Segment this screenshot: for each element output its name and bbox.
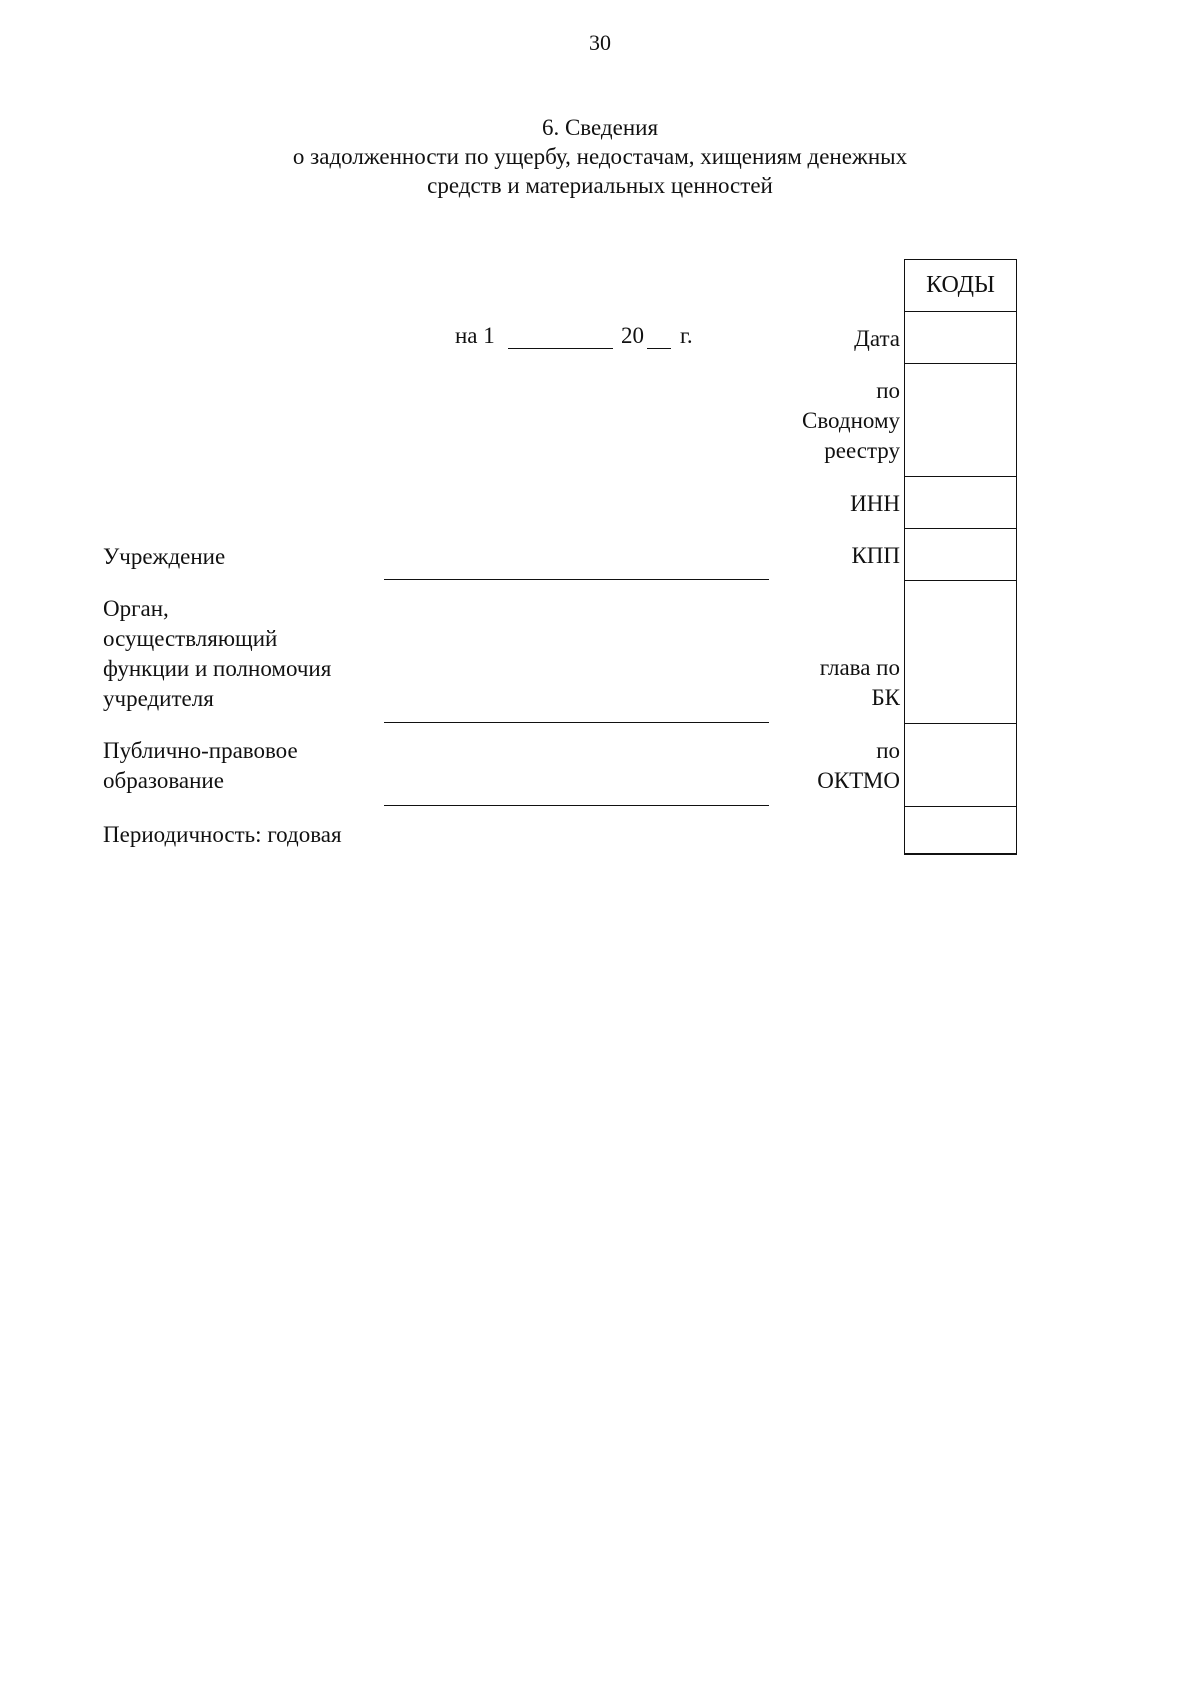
codes-divider xyxy=(904,363,1017,364)
code-consolidated-registry-cell[interactable] xyxy=(906,365,1015,475)
code-date-cell[interactable] xyxy=(906,313,1015,362)
founder-label-line-3: функции и полномочия xyxy=(103,656,332,681)
code-inn-cell[interactable] xyxy=(906,478,1015,527)
code-label-registry-2: Сводному xyxy=(801,408,900,433)
founder-label-line-4: учредителя xyxy=(103,686,214,711)
form-subtitle-line-1: о задолженности по ущербу, недостачам, хищениям денежных xyxy=(292,144,908,169)
code-label-oktmo-2: ОКТМО xyxy=(817,768,900,793)
public-entity-label-line-2: образование xyxy=(103,768,224,793)
form-subtitle-line-2: средств и материальных ценностей xyxy=(427,173,773,198)
code-label-oktmo-1: по xyxy=(876,738,900,763)
form-title: 6. Сведения xyxy=(541,115,659,140)
codes-divider xyxy=(904,528,1017,529)
codes-divider xyxy=(904,806,1017,807)
code-oktmo-cell[interactable] xyxy=(906,725,1015,805)
code-label-date: Дата xyxy=(854,326,900,351)
codes-divider xyxy=(904,476,1017,477)
codes-divider xyxy=(904,723,1017,724)
founder-label-line-2: осуществляющий xyxy=(103,626,278,651)
codes-divider xyxy=(904,311,1017,312)
date-prefix: на 1 xyxy=(455,323,495,348)
date-year-field[interactable] xyxy=(647,348,671,349)
codes-divider xyxy=(904,580,1017,581)
code-label-kpp: КПП xyxy=(851,543,900,568)
founder-field[interactable] xyxy=(384,722,769,723)
date-suffix: г. xyxy=(680,323,693,348)
code-kpp-cell[interactable] xyxy=(906,530,1015,579)
public-entity-label-line-1: Публично-правовое xyxy=(103,738,298,763)
code-budget-chapter-cell[interactable] xyxy=(906,582,1015,722)
institution-field[interactable] xyxy=(384,579,769,580)
founder-label-line-1: Орган, xyxy=(103,596,169,621)
public-entity-field[interactable] xyxy=(384,805,769,806)
periodicity-label: Периодичность: годовая xyxy=(103,822,342,847)
institution-label: Учреждение xyxy=(103,544,226,569)
code-label-registry-1: по xyxy=(876,378,900,403)
code-label-budget-chapter-1: глава по xyxy=(819,655,900,680)
code-label-inn: ИНН xyxy=(850,491,900,516)
codes-header: КОДЫ xyxy=(926,272,995,298)
code-label-registry-3: реестру xyxy=(824,438,900,463)
page-number: 30 xyxy=(589,30,611,55)
date-year-prefix: 20 xyxy=(621,323,644,348)
code-periodicity-cell[interactable] xyxy=(906,808,1015,853)
date-day-month-field[interactable] xyxy=(508,348,613,349)
code-label-budget-chapter-2: БК xyxy=(871,685,900,710)
